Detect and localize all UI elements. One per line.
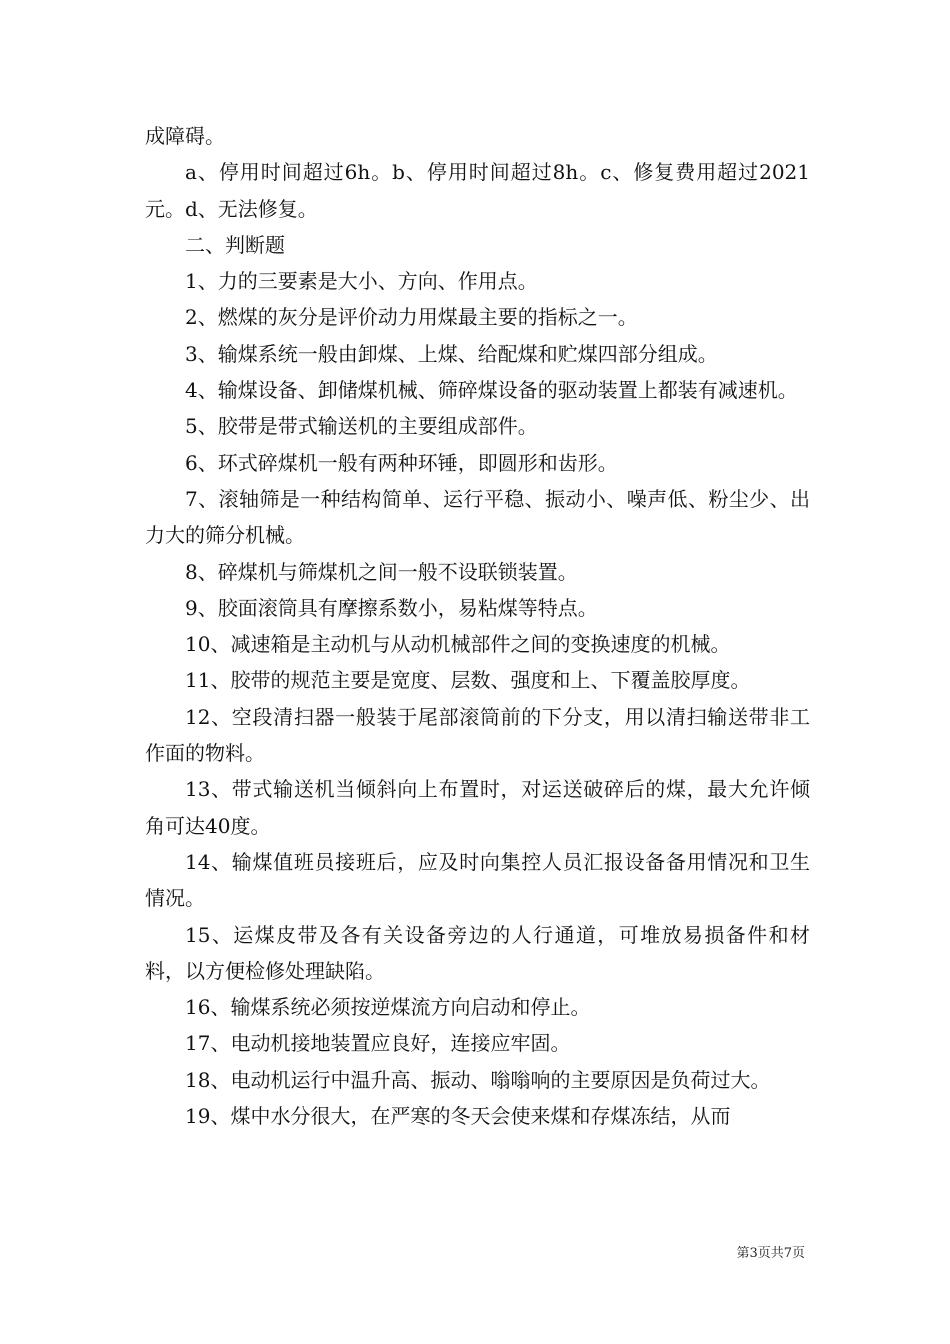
- question-1: 1、力的三要素是大小、方向、作用点。: [185, 269, 538, 294]
- question-8: 8、碎煤机与筛煤机之间一般不设联锁装置。: [185, 559, 578, 584]
- page-number-footer: 第3页共7页: [736, 1246, 805, 1261]
- question-5: 5、胶带是带式输送机的主要组成部件。: [185, 414, 538, 439]
- question-10: 10、减速箱是主动机与从动机械部件之间的变换速度的机械。: [185, 632, 731, 657]
- question-2: 2、燃煤的灰分是评价动力用煤最主要的指标之一。: [185, 305, 638, 330]
- question-16: 16、输煤系统必须按逆煤流方向启动和停止。: [185, 995, 591, 1020]
- question-13: 13、带式输送机当倾斜向上布置时，对运送破碎后的煤，最大允许倾角可达40度。: [145, 777, 810, 838]
- section-heading-judgement: 二、判断题: [185, 232, 285, 257]
- question-19: 19、煤中水分很大，在严寒的冬天会使来煤和存煤冻结，从而: [185, 1104, 731, 1129]
- paragraph-continuation: 成障碍。: [145, 124, 225, 148]
- question-18: 18、电动机运行中温升高、振动、嗡嗡响的主要原因是负荷过大。: [185, 1067, 771, 1092]
- question-14: 14、输煤值班员接班后，应及时向集控人员汇报设备备用情况和卫生情况。: [145, 849, 810, 911]
- question-17: 17、电动机接地装置应良好，连接应牢固。: [185, 1031, 571, 1056]
- question-9: 9、胶面滚筒具有摩擦系数小，易粘煤等特点。: [185, 595, 598, 620]
- question-11: 11、胶带的规范主要是宽度、层数、强度和上、下覆盖胶厚度。: [185, 668, 751, 693]
- question-12: 12、空段清扫器一般装于尾部滚筒前的下分支，用以清扫输送带非工作面的物料。: [145, 704, 810, 766]
- question-7: 7、滚轴筛是一种结构简单、运行平稳、振动小、噪声低、粉尘少、出力大的筛分机械。: [145, 486, 810, 548]
- document-body: [145, 118, 810, 1134]
- question-15: 15、运煤皮带及各有关设备旁边的人行通道，可堆放易损备件和材料，以方便检修处理缺陷。: [145, 922, 810, 983]
- paragraph-options: a、停用时间超过6h。b、停用时间超过8h。c、修复费用超过2021元。d、无法修复。: [145, 160, 810, 221]
- question-3: 3、输煤系统一般由卸煤、上煤、给配煤和贮煤四部分组成。: [185, 341, 718, 366]
- question-6: 6、环式碎煤机一般有两种环锤，即圆形和齿形。: [185, 450, 618, 475]
- question-4: 4、输煤设备、卸储煤机械、筛碎煤设备的驱动装置上都装有减速机。: [185, 378, 798, 403]
